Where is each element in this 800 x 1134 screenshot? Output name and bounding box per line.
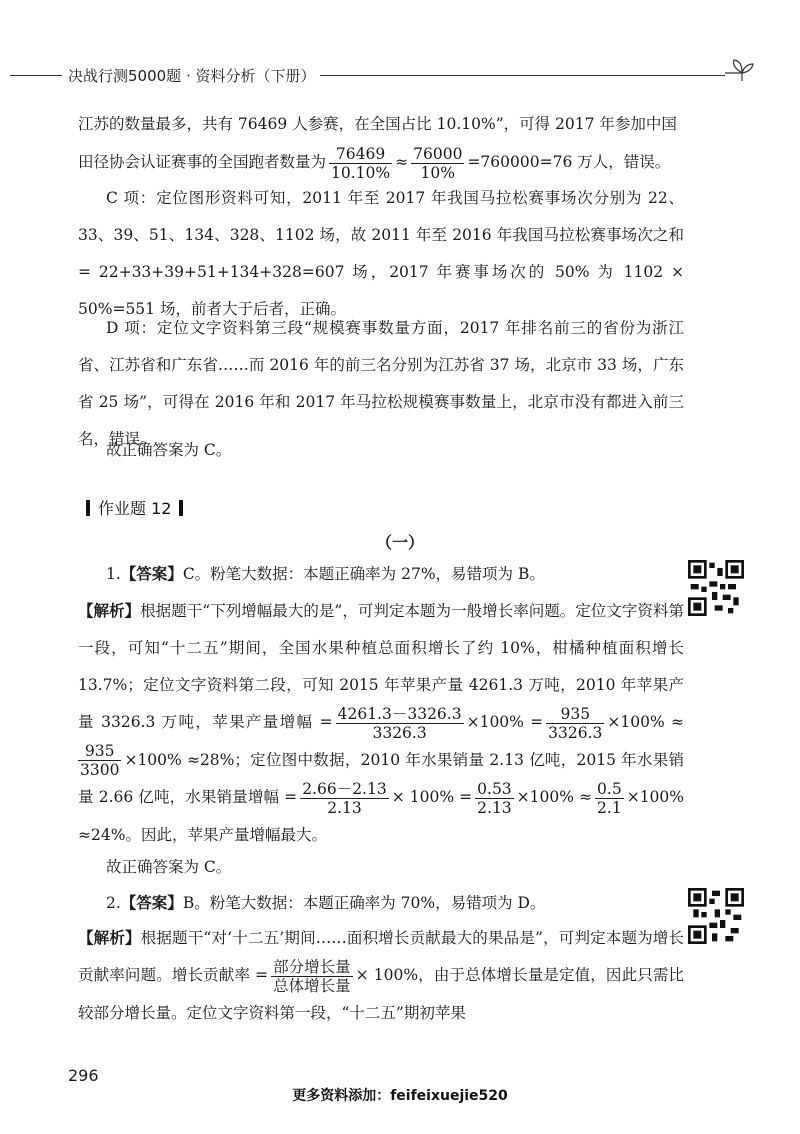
denominator: 3326.3 — [372, 723, 427, 742]
footer-note: 更多资料添加：feifeixuejie520 — [292, 1088, 508, 1104]
answer-label: 【答案】 — [120, 894, 183, 912]
q2-answer — [78, 885, 684, 922]
paragraph-d-option: D 项：定位文字资料第三段“规模赛事数量方面，2017 年排名前三的省份为浙江省、江苏省和广东省……而 2016 年的前三名分别为江苏省 37 场，北京市 33 场，广东省 25 场”，可得在 2016 年和 2017 年马拉松规模赛事数量上，北京市没有都进入前三名，错误。 — [78, 319, 684, 448]
denominator: 2.13 — [477, 798, 512, 817]
paragraph-c-option: C 项：定位图形资料可知，2011 年至 2017 年我国马拉松赛事场次分别为 22、33、39、51、134、328、1102 场，故 2011 年至 2016 年我国马拉松赛事场次之和 = 22+33+39+51+134+328=607 场，2017 年赛事场次的 50% 为 1102 × 50%=551 场，前者大于后者，正确。 — [78, 189, 684, 318]
paragraph-b-option — [78, 106, 684, 182]
text-span: × 100%，由于总体增长量是定值，因此只需比较部分增长量。定位文字资料第一段，“十二五”期初苹果 — [78, 966, 684, 1022]
text-span: ×100% ≈28%；定位图中数据，2010 年水果销量 2.13 亿吨，2015 年水果销量 2.66 亿吨，水果销量增幅 = — [78, 750, 684, 806]
qr-code-icon[interactable] — [688, 888, 744, 944]
denominator: 3326.3 — [548, 723, 603, 742]
fraction — [336, 705, 464, 742]
paragraph-line-formula — [78, 144, 684, 182]
text-span: ×100% ≈ — [516, 788, 593, 806]
subsection-heading: （一） — [375, 533, 424, 552]
sprout-icon — [722, 55, 756, 89]
section-bar-left — [86, 500, 90, 516]
numerator: 0.5 — [597, 779, 622, 798]
explanation-label: 【解析】 — [78, 929, 141, 947]
answer-label: 【答案】 — [120, 565, 183, 583]
answer-text: B。粉笔大数据：本题正确率为 70%，易错项为 D。 — [182, 894, 546, 912]
numerator: 部分增长量 — [273, 957, 351, 976]
denominator: 总体增长量 — [273, 976, 351, 995]
approx-sign: ≈ — [395, 153, 409, 171]
text-span: 田径协会认证赛事的全国跑者数量为 — [78, 153, 327, 171]
denominator: 3300 — [80, 761, 120, 779]
fraction — [546, 705, 604, 742]
text-span: 根据题干“下列增幅最大的是”，可判定本题为一般增长率问题。定位文字资料第一段，可知“十二五”期间，全国水果种植总面积增长了约 10%，柑橘种植面积增长 13.7%；定位文字资料第二段，可知 2015 年苹果产量 4261.3 万吨，2010 年苹果产量 3326.3 万吨，苹果产量增幅 = — [78, 602, 684, 731]
text-span: ×100% ≈ — [607, 713, 684, 731]
numerator: 935 — [78, 742, 121, 761]
explanation-label: 【解析】 — [78, 602, 141, 620]
fraction — [595, 780, 624, 817]
denominator: 10% — [420, 163, 455, 182]
text-span: ×100% ≈24%。因此，苹果产量增幅最大。 — [78, 788, 685, 844]
fraction — [475, 780, 514, 817]
numerator: 76000 — [413, 144, 463, 163]
fraction — [329, 145, 392, 182]
text-span: =760000=76 万人，错误。 — [467, 153, 671, 171]
paragraph-line: 江苏的数量最多，共有 76469 人参赛，在全国占比 10.10%”，可得 2017 年参加中国 — [78, 115, 677, 133]
answer-text: C。粉笔大数据：本题正确率为 27%，易错项为 B。 — [182, 565, 545, 583]
denominator: 2.1 — [597, 798, 622, 817]
numerator: 4261.3－3326.3 — [337, 704, 462, 723]
fraction — [78, 742, 121, 779]
fraction — [300, 780, 389, 817]
numerator: 2.66－2.13 — [302, 779, 387, 798]
numerator: 76469 — [329, 145, 392, 164]
text-span: ×100% = — [466, 713, 544, 731]
conclusion: 故正确答案为 C。 — [106, 441, 232, 459]
fraction — [411, 145, 464, 182]
fraction — [271, 958, 353, 995]
question-number: 1. — [106, 565, 121, 583]
header-rule-right — [320, 75, 725, 76]
header-title: 决战行测5000题 · 资料分析（下册） — [68, 67, 316, 85]
text-span: × 100% = — [391, 788, 473, 806]
section-bar-right — [179, 500, 183, 516]
denominator: 10.10% — [331, 163, 391, 182]
q1-explanation — [78, 593, 684, 854]
qr-code-icon[interactable] — [688, 560, 744, 616]
header-rule-left — [10, 75, 62, 76]
numerator: 935 — [546, 705, 604, 724]
running-header — [0, 55, 800, 95]
section-title: 作业题 12 — [98, 499, 172, 518]
question-number: 2. — [106, 894, 121, 912]
q2-explanation — [78, 920, 684, 1032]
section-heading — [78, 496, 191, 519]
page-number: 296 — [68, 1066, 99, 1085]
denominator: 2.13 — [327, 798, 362, 817]
q1-conclusion: 故正确答案为 C。 — [106, 858, 232, 876]
numerator: 0.53 — [477, 779, 512, 798]
text-span: 根据题干“对‘十二五’期间……面积增长贡献最大的果品是”，可判定本题为增长贡献率问题。增长贡献率 = — [78, 929, 684, 984]
q1-answer — [78, 556, 684, 593]
